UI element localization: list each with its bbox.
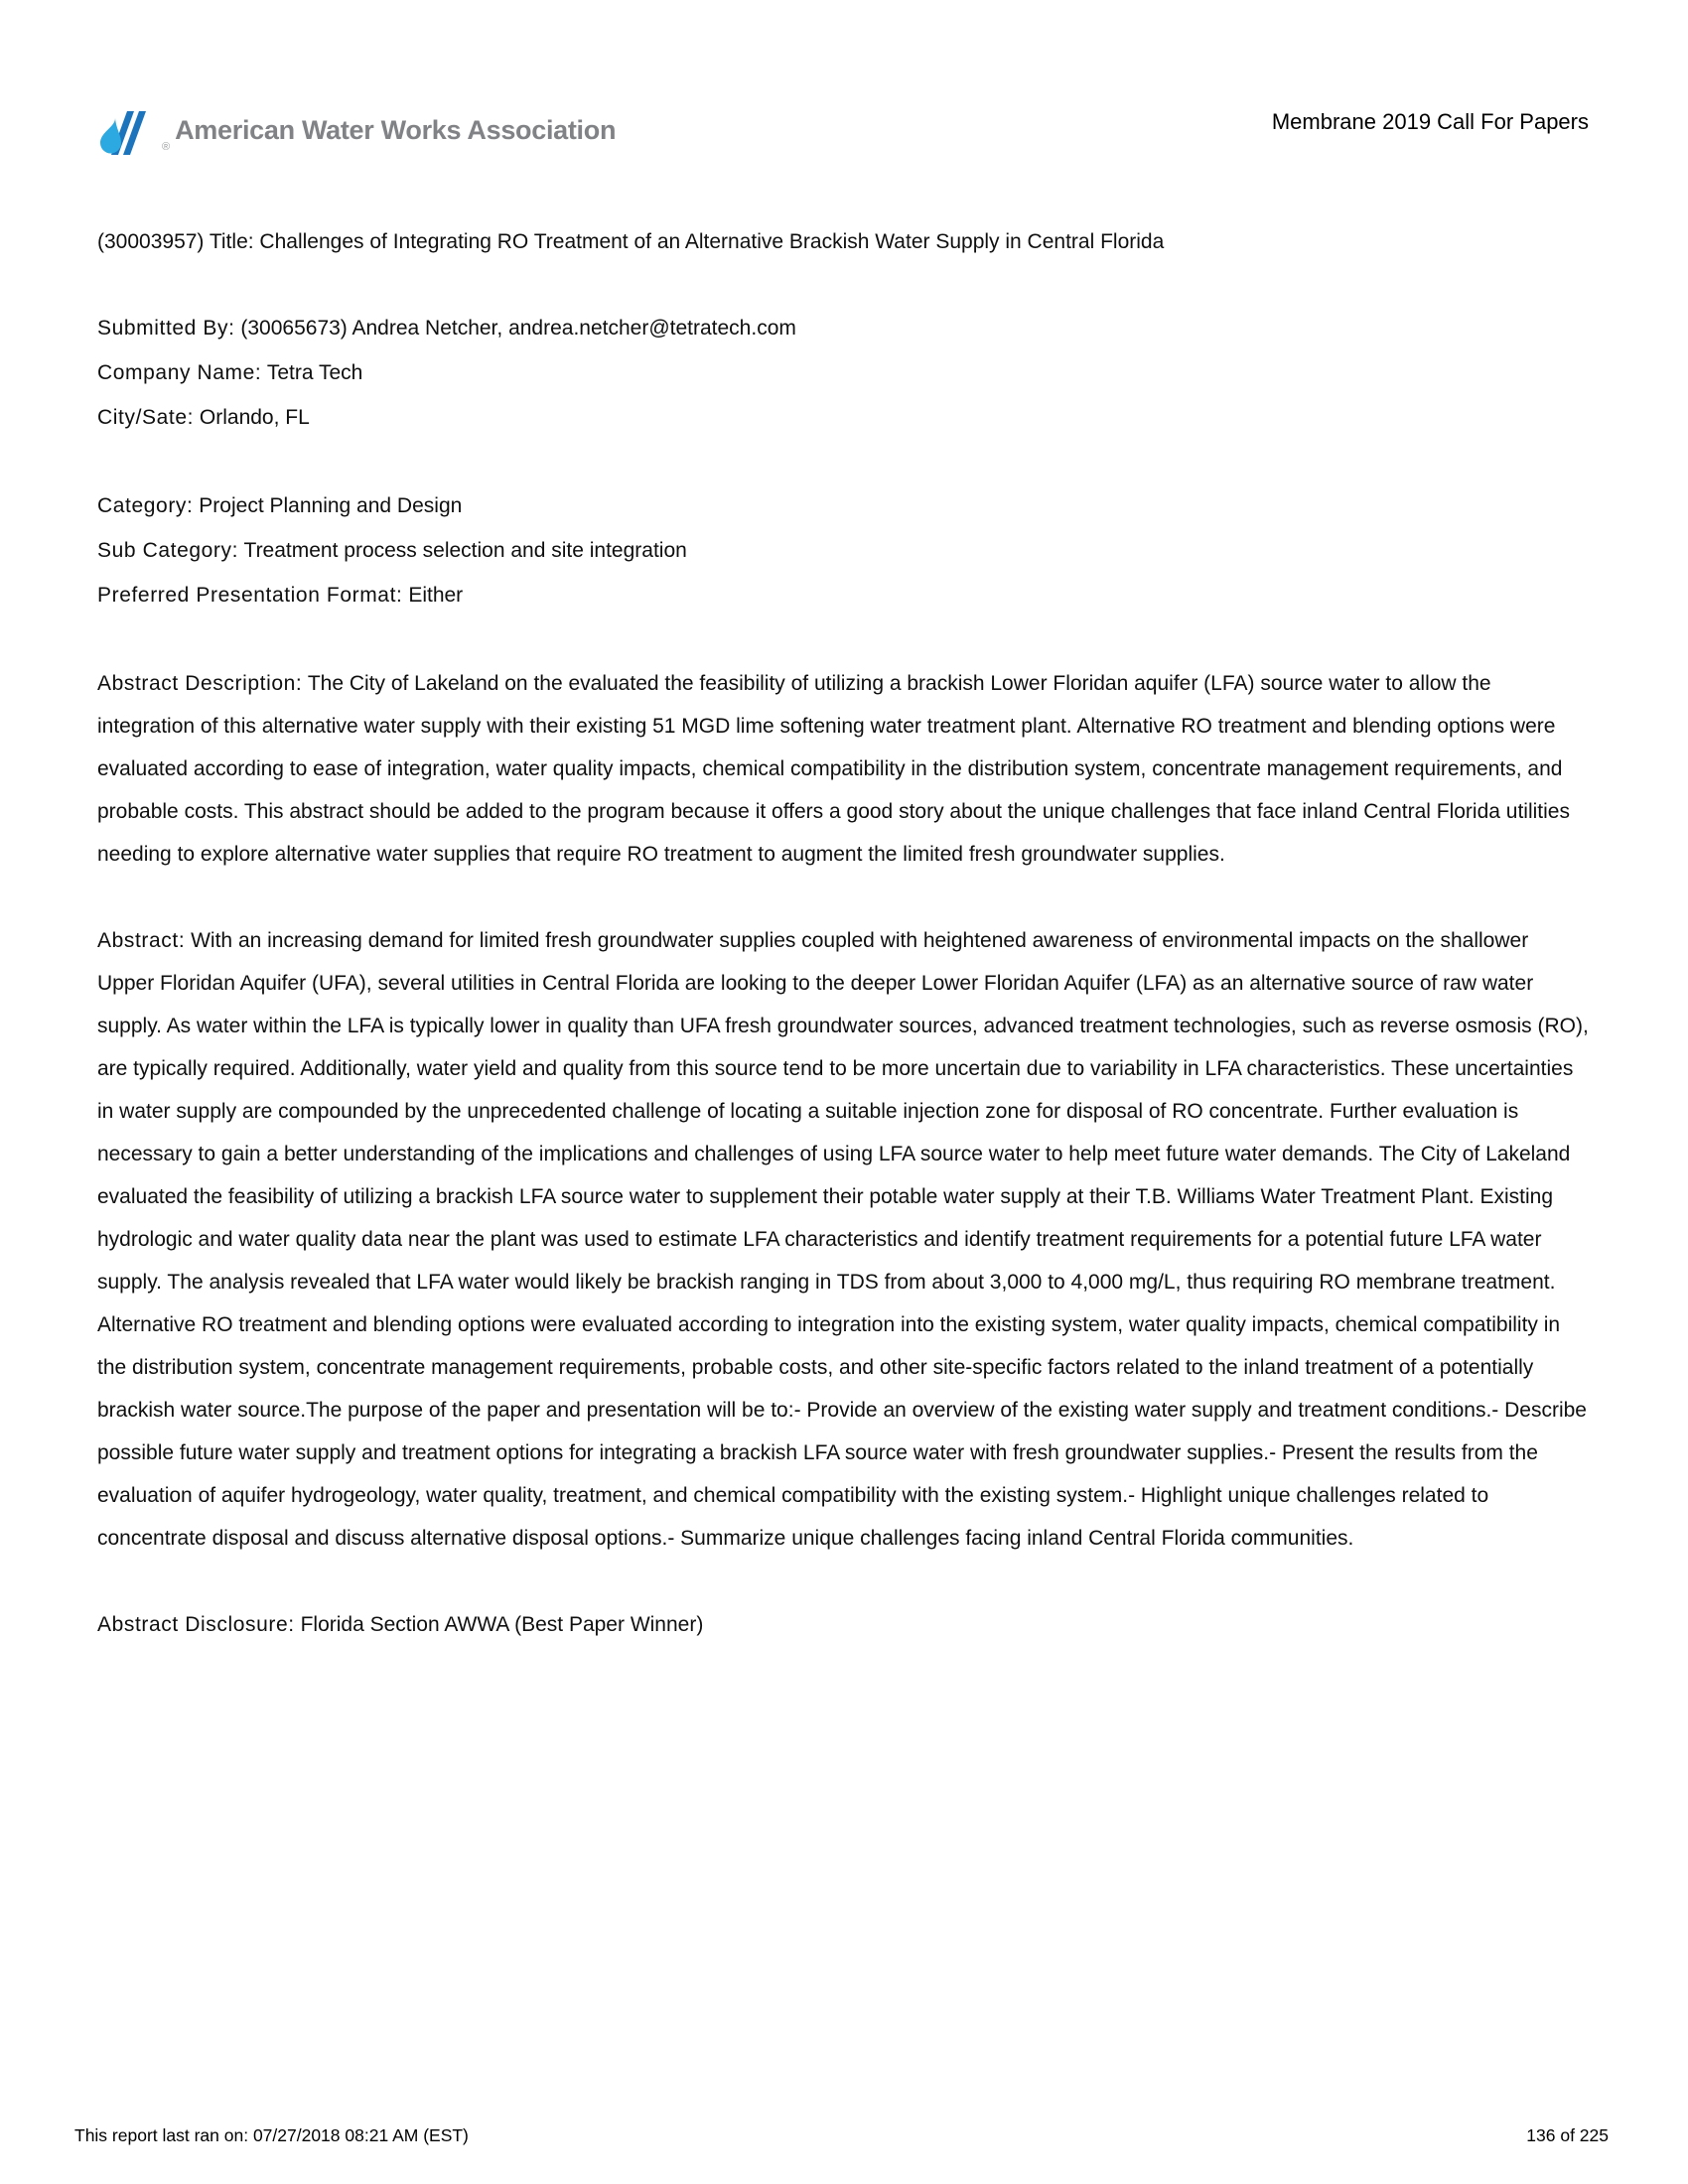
page-header: [0, 0, 1688, 157]
registered-trademark-symbol: ®: [162, 141, 171, 153]
water-drop-icon: [100, 118, 121, 154]
abstract-description-paragraph: [97, 662, 1591, 876]
company-name-value: Tetra Tech: [266, 361, 363, 384]
abstract-disclosure-label: Abstract Disclosure:: [97, 1613, 295, 1636]
preferred-format-value: Either: [408, 584, 464, 607]
sub-category-label: Sub Category:: [97, 539, 239, 562]
submission-info-group: [97, 307, 1591, 439]
abstract-description-label: Abstract Description:: [97, 672, 303, 695]
awwa-logo-mark: [94, 105, 158, 157]
report-title: Membrane 2019 Call For Papers: [1271, 109, 1589, 134]
org-name: American Water Works Association: [175, 114, 617, 145]
abstract-description-text: The City of Lakeland on the evaluated the feasibility of utilizing a brackish Lower Floridan aquifer (LFA) source water to allow the integration of this alternative water supply with their existing 51 MGD lime softening water treatment plant. Alternative RO treatment and blending options were evaluated according to ease of integration, water quality impacts, chemical compatibility in the distribution system, concentrate management requirements, and probable costs. This abstract should be added to the program because it offers a good story about the unique challenges that face inland Central Florida utilities needing to explore alternative water supplies that require RO treatment to augment the limited fresh groundwater supplies.: [97, 672, 1570, 866]
page-number: 136 of 225: [1526, 2125, 1609, 2145]
submitted-by-label: Submitted By:: [97, 317, 235, 340]
category-label: Category:: [97, 494, 194, 517]
category-line: [97, 484, 1591, 527]
company-name-label: Company Name:: [97, 361, 262, 384]
sub-category-line: [97, 529, 1591, 572]
abstract-label: Abstract:: [97, 929, 186, 952]
city-state-label: City/Sate:: [97, 406, 195, 429]
abstract-disclosure-line: [97, 1603, 1591, 1646]
city-state-value: Orlando, FL: [199, 406, 310, 429]
report-run-timestamp: This report last ran on: 07/27/2018 08:21 AM (EST): [74, 2125, 469, 2145]
abstract-disclosure-value: Florida Section AWWA (Best Paper Winner): [300, 1613, 704, 1636]
city-state-line: [97, 396, 1591, 439]
submitted-by-value: (30065673) Andrea Netcher, andrea.netcher@tetratech.com: [240, 317, 796, 340]
paper-title-line: (30003957) Title: Challenges of Integrating RO Treatment of an Alternative Brackish Water Supply in Central Florida: [97, 230, 1165, 253]
page-footer: [74, 2125, 1609, 2146]
sub-category-value: Treatment process selection and site integration: [243, 539, 687, 562]
company-name-line: [97, 351, 1591, 394]
preferred-format-label: Preferred Presentation Format:: [97, 584, 403, 607]
preferred-format-line: [97, 574, 1591, 616]
submitted-by-line: [97, 307, 1591, 349]
awwa-logo: [94, 105, 616, 157]
abstract-paragraph: [97, 919, 1591, 1560]
category-info-group: [97, 484, 1591, 616]
abstract-text: With an increasing demand for limited fresh groundwater supplies coupled with heightened awareness of environmental impacts on the shallower Upper Floridan Aquifer (UFA), several utilities in Central Florida are looking to the deeper Lower Floridan Aquifer (LFA) as an alternative source of raw water supply. As water within the LFA is typically lower in quality than UFA fresh groundwater sources, advanced treatment technologies, such as reverse osmosis (RO), are typically required. Additionally, water yield and quality from this source tend to be more uncertain due to variability in LFA characteristics. These uncertainties in water supply are compounded by the unprecedented challenge of locating a suitable injection zone for disposal of RO concentrate. Further evaluation is necessary to gain a better understanding of the implications and challenges of using LFA source water to help meet future water demands. The City of Lakeland evaluated the feasibility of utilizing a brackish LFA source water to supplement their potable water supply at their T.B. Williams Water Treatment Plant. Existing hydrologic and water quality data near the plant was used to estimate LFA characteristics and identify treatment requirements for a potential future LFA water supply. The analysis revealed that LFA water would likely be brackish ranging in TDS from about 3,000 to 4,000 mg/L, thus requiring RO membrane treatment. Alternative RO treatment and blending options were evaluated according to integration into the existing system, water quality impacts, chemical compatibility in the distribution system, concentrate management requirements, probable costs, and other site-specific factors related to the inland treatment of a potentially brackish water source.The purpose of the paper and presentation will be to:- Provide an overview of the existing water supply and treatment conditions.- Describe possible future water supply and treatment options for integrating a brackish LFA source water with fresh groundwater supplies.- Present the results from the evaluation of aquifer hydrogeology, water quality, treatment, and chemical compatibility with the existing system.- Highlight unique challenges related to concentrate disposal and discuss alternative disposal options.- Summarize unique challenges facing inland Central Florida communities.: [97, 929, 1589, 1550]
report-body: [0, 220, 1688, 1646]
category-value: Project Planning and Design: [199, 494, 463, 517]
